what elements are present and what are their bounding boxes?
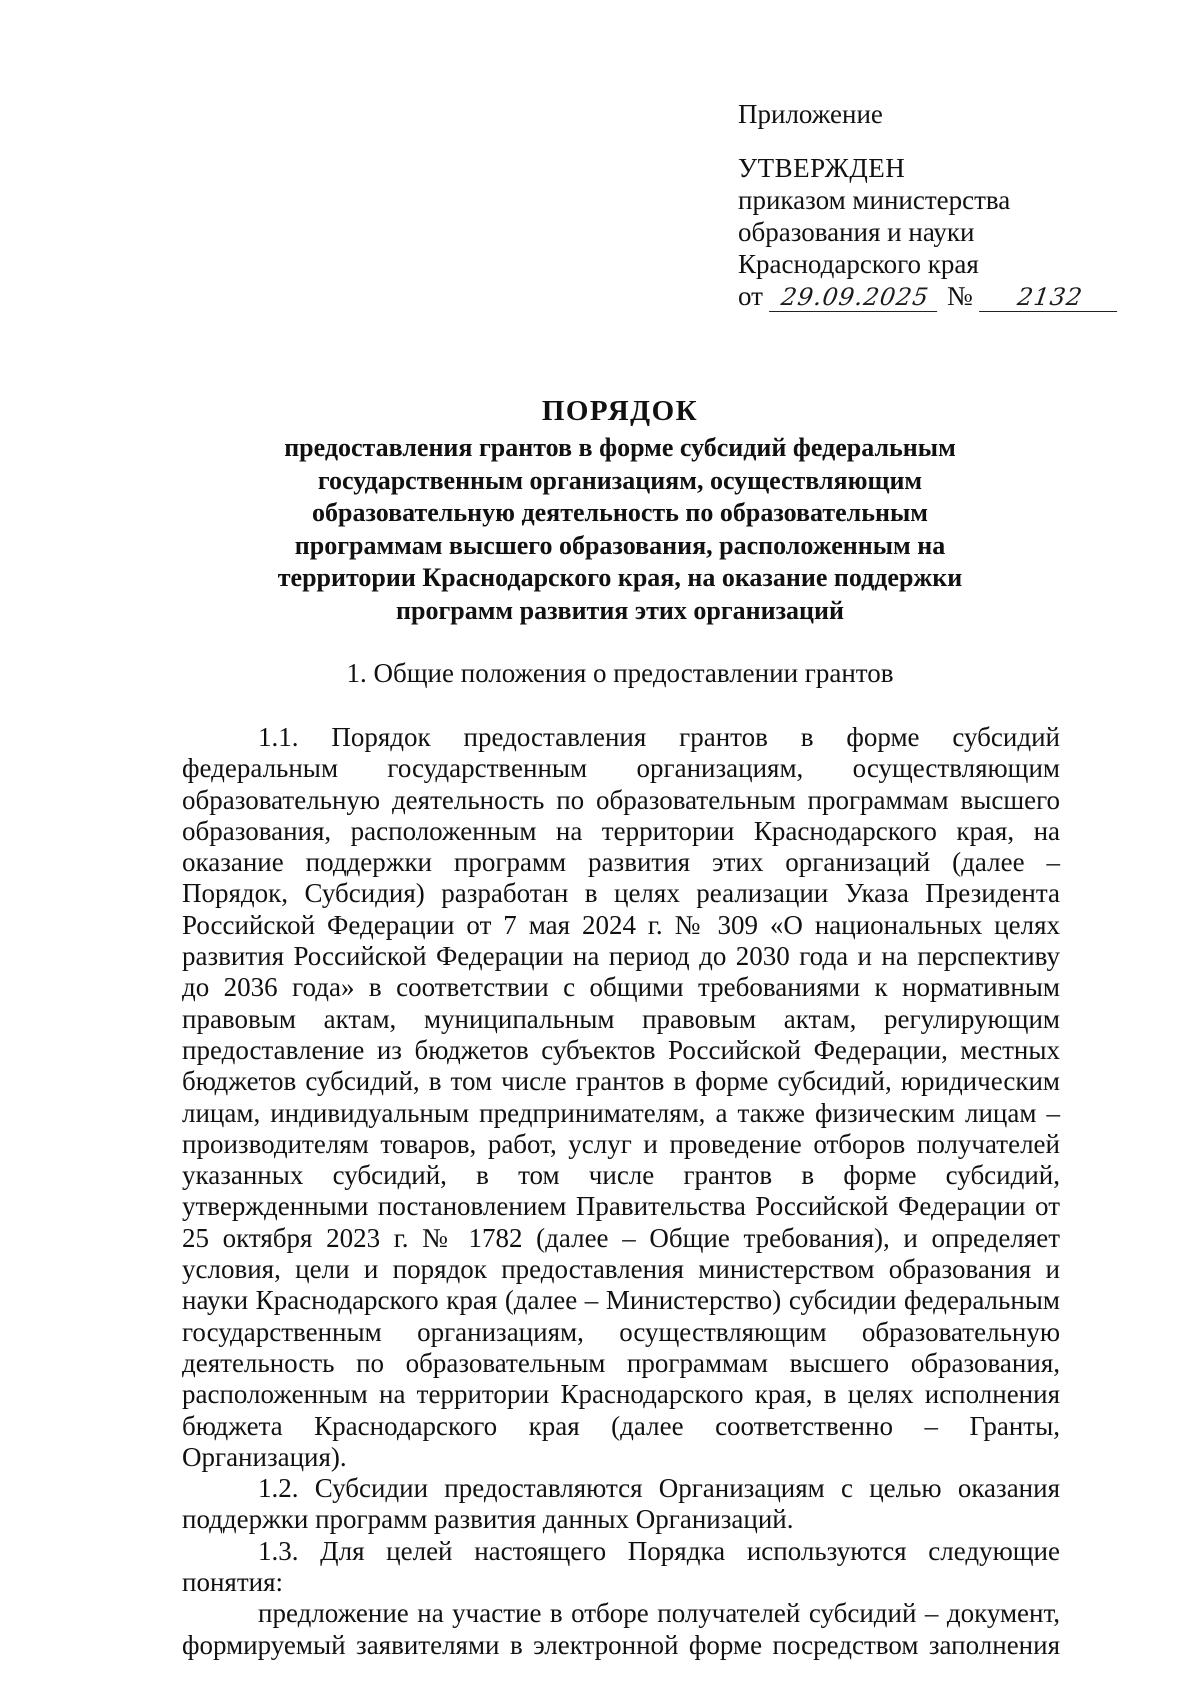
document-body <box>182 722 1060 1661</box>
approval-block <box>738 98 1158 312</box>
handwritten-date: 29.09.2025 <box>769 284 941 312</box>
number-label: № <box>946 281 973 311</box>
paragraph-1-3: 1.3. Для целей настоящего Порядка используются следующие понятия: <box>182 1535 1060 1598</box>
section-heading: 1. Общие положения о предоставлении грантов <box>346 658 894 688</box>
approval-line: Краснодарского края <box>738 249 979 279</box>
date-prefix: от <box>738 281 763 311</box>
title-block <box>160 394 1080 627</box>
approval-line: приказом министерства <box>738 185 1011 215</box>
approval-line: образования и науки <box>738 217 975 247</box>
order-date-number-line <box>738 280 1158 312</box>
document-subtitle: предоставления грантов в форме субсидий федеральным государственным организациям, осуществляющим образовательную деятельность по образовательным программам высшего образования, расположенным на территории Краснодарского края, на оказание поддержки программ развития этих организаций <box>277 433 963 625</box>
paragraph-definition: предложение на участие в отборе получателей субсидий – документ, формируемый заявителями в электронной форме посредством заполнения <box>182 1598 1060 1660</box>
approved-title: УТВЕРЖДЕН <box>738 153 906 183</box>
paragraph-1-1: 1.1. Порядок предоставления грантов в форме субсидий федеральным государственным организациям, осуществляющим образовательную деятельность по образовательным программам высшего образования, расположенным на территории Краснодарского края, на оказание поддержки программ развития этих организаций (далее – Порядок, Субсидия) разработан в целях реализации Указа Президента Российской Федерации от 7 мая 2024 г. № 309 «О национальных целях развития Российской Федерации на период до 2030 года и на перспективу до 2036 года» в соответствии с общими требованиями к нормативным правовым актам, муниципальным правовым актам, регулирующим предоставление из бюджетов субъектов Российской Федерации, местных бюджетов субсидий, в том числе грантов в форме субсидий, юридическим лицам, индивидуальным предпринимателям, а также физическим лицам – производителям товаров, работ, услуг и проведение отборов получателей указанных субсидий, в том числе грантов в форме субсидий, утвержденными постановлением Правительства Российской Федерации от 25 октября 2023 г. № 1782 (далее – Общие требования), и определяет условия, цели и порядок предоставления министерством образования и науки Краснодарского края (далее – Министерство) субсидии федеральным государственным организациям, осуществляющим образовательную деятельность по образовательным программам высшего образования, расположенным на территории Краснодарского края, в целях исполнения бюджета Краснодарского края (далее соответственно – Гранты, Организация). <box>182 722 1060 1472</box>
handwritten-number: 2132 <box>979 284 1121 312</box>
appendix-label: Приложение <box>738 99 883 129</box>
document-title: ПОРЯДОК <box>541 395 699 427</box>
paragraph-1-2: 1.2. Субсидии предоставляются Организациям с целью оказания поддержки программ развития данных Организаций. <box>182 1473 1060 1535</box>
